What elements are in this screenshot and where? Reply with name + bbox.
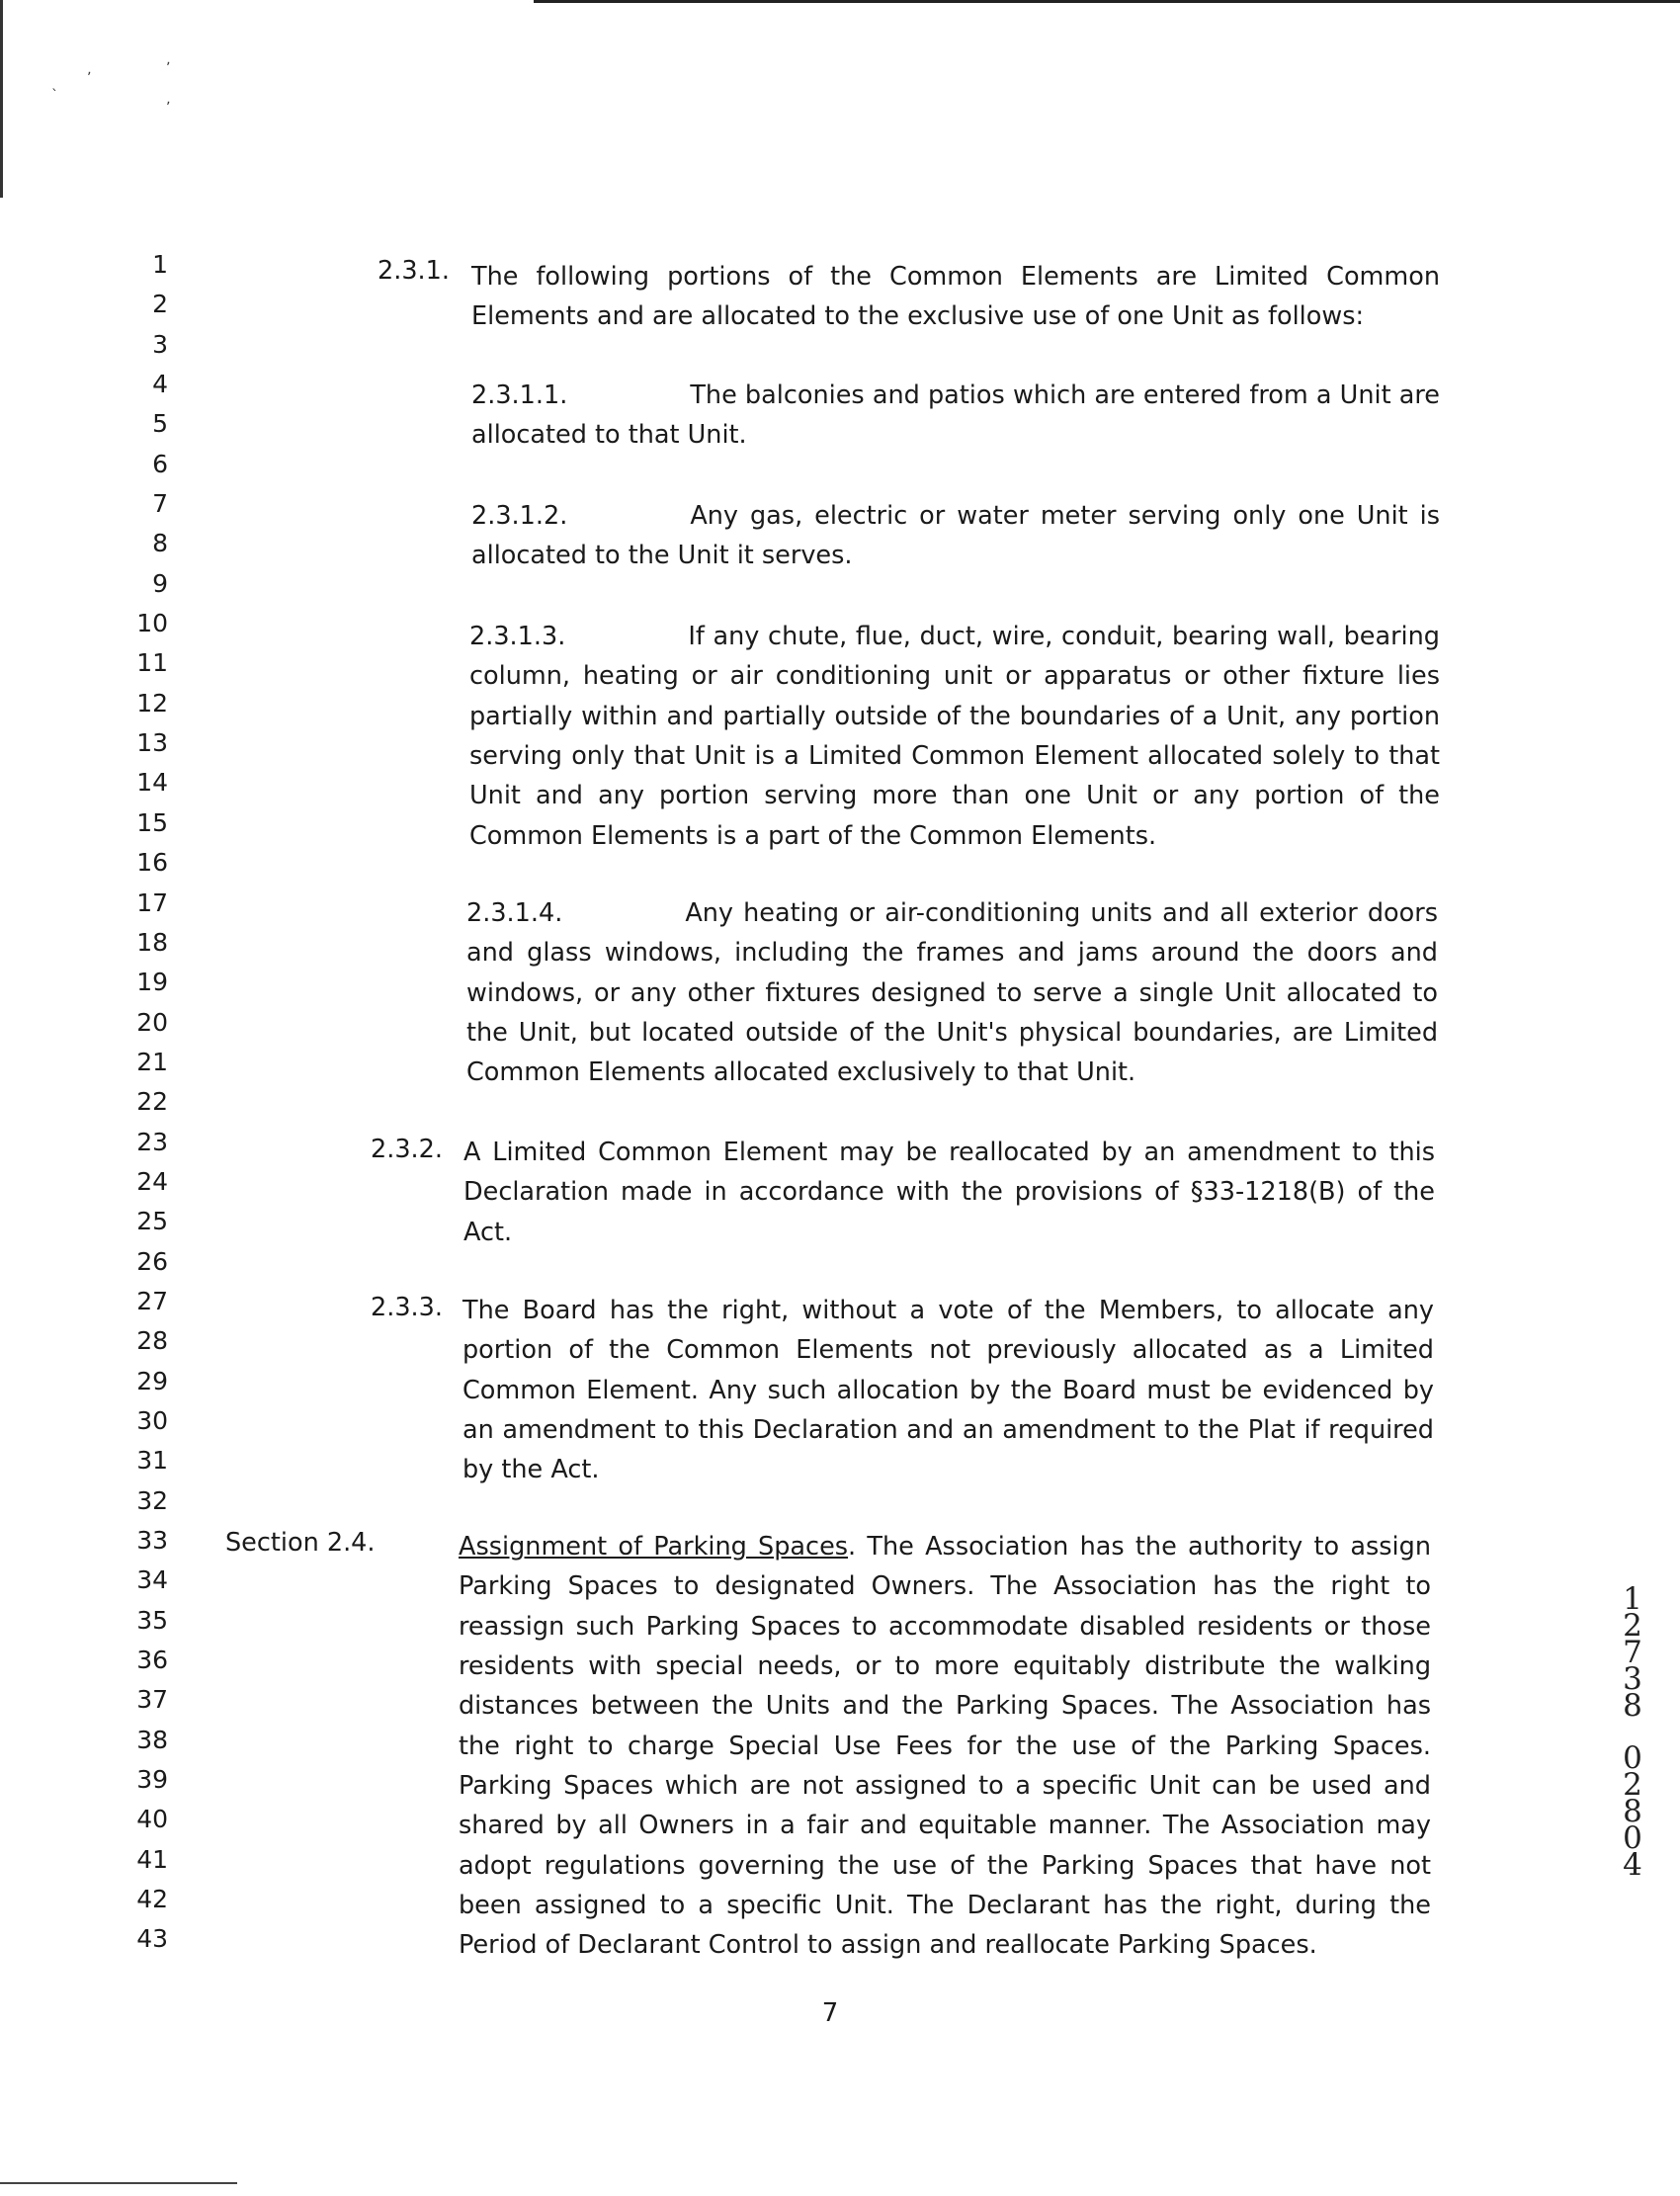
line-number: 38 — [136, 1725, 168, 1754]
paragraph-2-3-1-3-text: If any chute, flue, duct, wire, conduit, bearing wall, bearing column, heating or air conditioning unit or apparatus or other fixture lies partially within and partially outside of the boundaries of a Unit, any portion serving only that Unit is a Limited Common Element allocated solely to that Unit and any portion serving more than one Unit or any portion of the Common Elements is a part of the Common Elements. — [469, 622, 1440, 851]
line-number: 11 — [136, 648, 168, 678]
line-number: 24 — [136, 1166, 168, 1196]
section-number-2-3-1-3: 2.3.1.3. — [469, 622, 566, 651]
line-number: 26 — [136, 1246, 168, 1276]
line-number: 7 — [152, 489, 168, 519]
line-number: 33 — [136, 1526, 168, 1555]
line-number: 43 — [136, 1924, 168, 1954]
line-number: 39 — [136, 1765, 168, 1795]
line-number: 19 — [136, 968, 168, 997]
section-number-2-3-1: 2.3.1. — [378, 256, 450, 286]
section-number-2-3-1-2: 2.3.1.2. — [471, 501, 568, 531]
scan-edge-bottom — [0, 2182, 237, 2184]
line-number: 29 — [136, 1366, 168, 1395]
line-number: 16 — [136, 848, 168, 878]
paragraph-2-3-3: The Board has the right, without a vote of the Members, to allocate any portion of the Common Elements not previously allocated as a Limited Common Element. Any such allocation by the Board must be evidenced by an amendment to this Declaration and an amendment to the Plat if required by the Act. — [462, 1296, 1434, 1485]
line-number: 35 — [136, 1605, 168, 1635]
line-number: 41 — [136, 1844, 168, 1874]
line-number: 40 — [136, 1805, 168, 1834]
line-number: 31 — [136, 1446, 168, 1476]
paragraph-2-3-1-2 — [471, 496, 1440, 576]
line-number: 32 — [136, 1485, 168, 1515]
line-number: 30 — [136, 1405, 168, 1435]
line-number: 20 — [136, 1007, 168, 1037]
line-numbers — [117, 245, 168, 1960]
paragraph-2-3-1-2-text: Any gas, electric or water meter serving only one Unit is allocated to the Unit it serves. — [471, 501, 1440, 571]
scan-edge-left — [0, 0, 3, 198]
paragraph-2-3-1-4-text: Any heating or air-conditioning units and all exterior doors and glass windows, including the frames and jams around the doors and windows, or any other fixtures designed to serve a single Unit allocated to the Unit, but located outside of the Unit's physical boundaries, are Limited Common Elements allocated exclusively to that Unit. — [466, 898, 1438, 1088]
line-number: 34 — [136, 1565, 168, 1595]
line-number: 36 — [136, 1646, 168, 1675]
line-number: 9 — [152, 568, 168, 598]
paragraph-2-3-1-1 — [471, 376, 1440, 456]
paragraph-2-3-1-1-text: The balconies and patios which are entered from a Unit are allocated to that Unit. — [471, 380, 1440, 451]
line-number: 10 — [136, 609, 168, 638]
line-number: 15 — [136, 807, 168, 837]
line-number: 4 — [152, 370, 168, 399]
line-number: 25 — [136, 1207, 168, 1236]
line-number: 27 — [136, 1286, 168, 1315]
line-number: 23 — [136, 1127, 168, 1156]
line-number: 21 — [136, 1047, 168, 1076]
paragraph-2-4 — [459, 1527, 1431, 1966]
line-number: 6 — [152, 449, 168, 478]
recording-stamp — [1613, 1581, 1652, 1883]
section-label-2-4: Section 2.4. — [225, 1528, 376, 1558]
line-number: 42 — [136, 1885, 168, 1914]
line-number: 22 — [136, 1087, 168, 1117]
recording-stamp-second: 0 2 8 0 4 — [1623, 1740, 1642, 1883]
section-title-2-4: Assignment of Parking Spaces — [459, 1532, 849, 1562]
line-number: 37 — [136, 1685, 168, 1715]
line-number: 3 — [152, 329, 168, 359]
line-number: 1 — [152, 250, 168, 279]
line-number: 12 — [136, 688, 168, 718]
paragraph-2-3-1-4 — [466, 893, 1438, 1093]
paragraph-2-3-1-3 — [469, 617, 1440, 856]
section-number-2-3-1-4: 2.3.1.4. — [466, 898, 563, 928]
scan-edge-top — [534, 0, 1680, 3]
line-number: 17 — [136, 887, 168, 917]
line-number: 2 — [152, 290, 168, 319]
line-number: 18 — [136, 927, 168, 957]
line-number: 14 — [136, 768, 168, 798]
paragraph-2-3-2: A Limited Common Element may be reallocated by an amendment to this Declaration made in accordance with the provisions of §33-1218(B) of the Act. — [463, 1138, 1435, 1247]
recording-stamp-first: 1 2 7 3 8 — [1623, 1581, 1642, 1724]
paragraph-2-4-text: . The Association has the authority to assign Parking Spaces to designated Owners. The Association has the right to reassign such Parking Spaces to accommodate disabled residents or those residents with special needs, or to more equitably distribute the walking distances between the Units and the Parking Spaces. The Association has the right to charge Special Use Fees for the use of the Parking Spaces. Parking Spaces which are not assigned to a specific Unit can be used and shared by all Owners in a fair and equitable manner. The Association may adopt regulations governing the use of the Parking Spaces that have not been assigned to a specific Unit. The Declarant has the right, during the Period of Declarant Control to assign and reallocate Parking Spaces. — [459, 1532, 1431, 1961]
line-number: 28 — [136, 1326, 168, 1356]
section-number-2-3-2: 2.3.2. — [371, 1135, 443, 1164]
line-number: 8 — [152, 529, 168, 558]
paragraph-2-3-1: The following portions of the Common Elements are Limited Common Elements and are allocated to the exclusive use of one Unit as follows: — [471, 262, 1440, 332]
line-number: 13 — [136, 728, 168, 758]
section-number-2-3-1-1: 2.3.1.1. — [471, 380, 568, 410]
line-number: 5 — [152, 409, 168, 439]
section-number-2-3-3: 2.3.3. — [371, 1293, 443, 1322]
page-number: 7 — [821, 1998, 839, 2028]
